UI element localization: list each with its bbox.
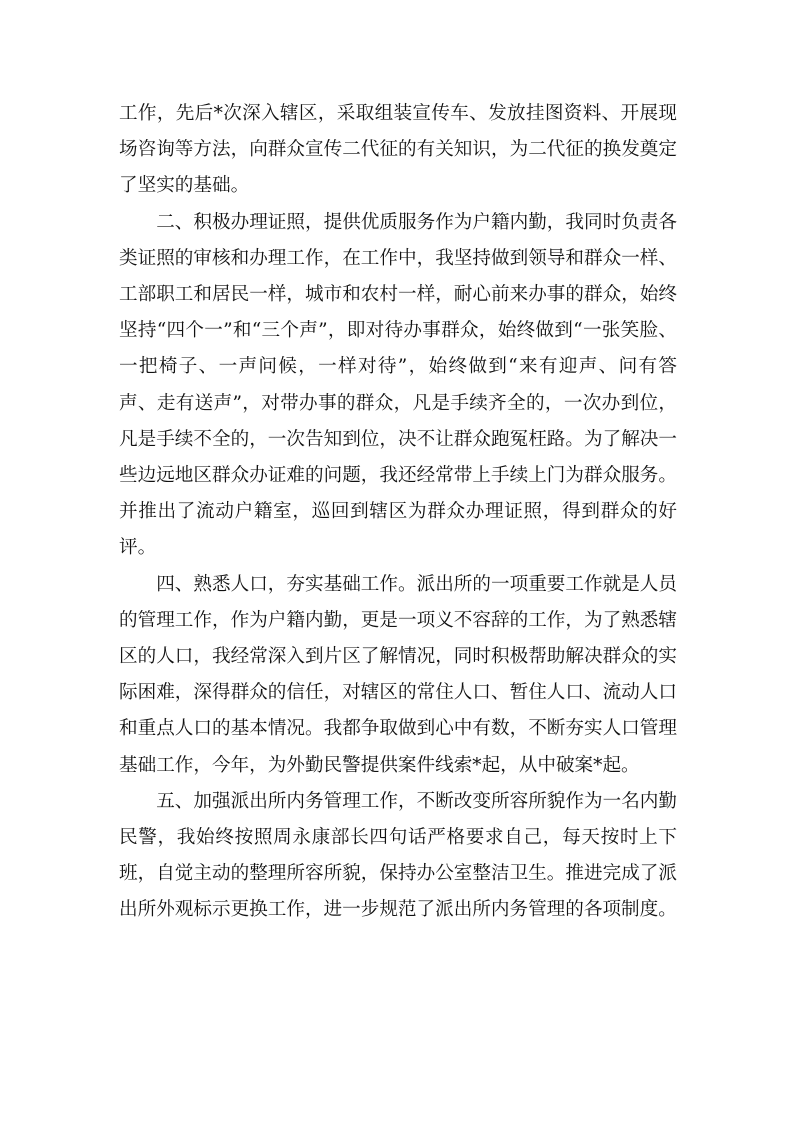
- document-page: [119, 96, 677, 929]
- paragraph-continuation: 工作，先后*次深入辖区，采取组装宣传车、发放挂图资料、开展现场咨询等方法，向群众宣传二代征的有关知识，为二代征的换发奠定了坚实的基础。: [119, 103, 677, 197]
- paragraph-section-two: 二、积极办理证照，提供优质服务作为户籍内勤，我同时负责各类证照的审核和办理工作，在工作中，我坚持做到领导和群众一样、工部职工和居民一样，城市和农村一样，耐心前来办事的群众，始终坚持“四个一”和“三个声”，即对待办事群众，始终做到“一张笑脸、一把椅子、一声问候，一样对待”，始终做到“来有迎声、问有答声、走有送声”，对带办事的群众，凡是手续齐全的，一次办到位，凡是手续不全的，一次告知到位，决不让群众跑冤枉路。为了解决一些边远地区群众办证难的问题，我还经常带上手续上门为群众服务。并推出了流动户籍室，巡回到辖区为群众办理证照，得到群众的好评。: [119, 211, 677, 559]
- paragraph-section-five: 五、加强派出所内务管理工作，不断改变所容所貌作为一名内勤民警，我始终按照周永康部长四句话严格要求自己，每天按时上下班，自觉主动的整理所容所貌，保持办公室整洁卫生。推进完成了派出所外观标示更换工作，进一步规范了派出所内务管理的各项制度。: [119, 790, 677, 921]
- paragraph-section-four: 四、熟悉人口，夯实基础工作。派出所的一项重要工作就是人员的管理工作，作为户籍内勤，更是一项义不容辞的工作，为了熟悉辖区的人口，我经常深入到片区了解情况，同时积极帮助解决群众的实际困难，深得群众的信任，对辖区的常住人口、暂住人口、流动人口和重点人口的基本情况。我都争取做到心中有数，不断夯实人口管理基础工作，今年，为外勤民警提供案件线索*起，从中破案*起。: [119, 573, 677, 776]
